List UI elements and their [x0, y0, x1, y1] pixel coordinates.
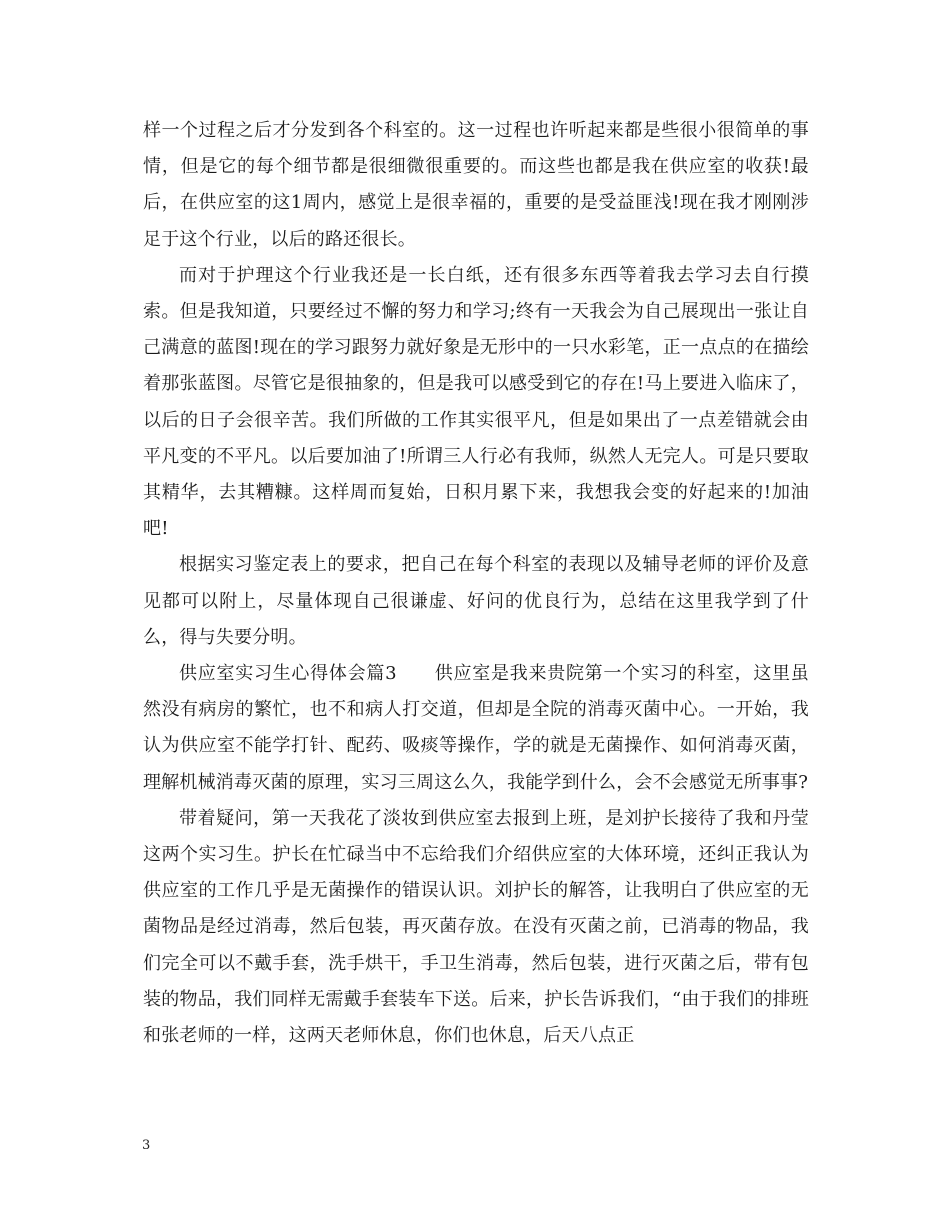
paragraph-2: 而对于护理这个行业我还是一长白纸，还有很多东西等着我去学习去自行摸索。但是我知道，只要经过不懈的努力和学习;终有一天我会为自己展现出一张让自己满意的蓝图!现在的学习跟努力就好象是无形中的一只水彩笔，正一点点的在描绘着那张蓝图。尽管它是很抽象的，但是我可以感受到它的存在!马上要进入临床了，以后的日子会很辛苦。我们所做的工作其实很平凡，但是如果出了一点差错就会由平凡变的不平凡。以后要加油了!所谓三人行必有我师，纵然人无完人。可是只要取其精华，去其糟糠。这样周而复始，日积月累下来，我想我会变的好起来的!加油吧! [143, 264, 809, 540]
paragraph-5: 带着疑问，第一天我花了淡妆到供应室去报到上班，是刘护长接待了我和丹莹这两个实习生。护长在忙碌当中不忘给我们介绍供应室的大体环境，还纠正我认为供应室的工作几乎是无菌操作的错误认识。刘护长的解答，让我明白了供应室的无菌物品是经过消毒，然后包装，再灭菌存放。在没有灭菌之前，已消毒的物品，我们完全可以不戴手套，洗手烘干，手卫生消毒，然后包装，进行灭菌之后，带有包装的物品，我们同样无需戴手套装车下送。后来，护长告诉我们，“由于我们的排班和张老师的一样，这两天老师休息，你们也休息，后天八点正 [143, 807, 809, 1047]
paragraph-1: 样一个过程之后才分发到各个科室的。这一过程也许听起来都是些很小很简单的事情，但是它的每个细节都是很细微很重要的。而这些也都是我在供应室的收获!最后，在供应室的这1周内，感觉上是很幸福的，重要的是受益匪浅!现在我才刚刚涉足于这个行业，以后的路还很长。 [143, 120, 809, 250]
page-number: 3 [142, 1138, 151, 1153]
paragraph-4: 供应室实习生心得体会篇3 供应室是我来贵院第一个实习的科室，这里虽然没有病房的繁忙，也不和病人打交道，但却是全院的消毒灭菌中心。一开始，我认为供应室不能学打针、配药、吸痰等操作，学的就是无菌操作、如何消毒灭菌，理解机械消毒灭菌的原理，实习三周这么久，我能学到什么，会不会感觉无所事事? [143, 663, 809, 793]
paragraph-3: 根据实习鉴定表上的要求，把自己在每个科室的表现以及辅导老师的评价及意见都可以附上，尽量体现自己很谦虚、好问的优良行为，总结在这里我学到了什么，得与失要分明。 [143, 554, 809, 648]
document-body [143, 113, 809, 1054]
